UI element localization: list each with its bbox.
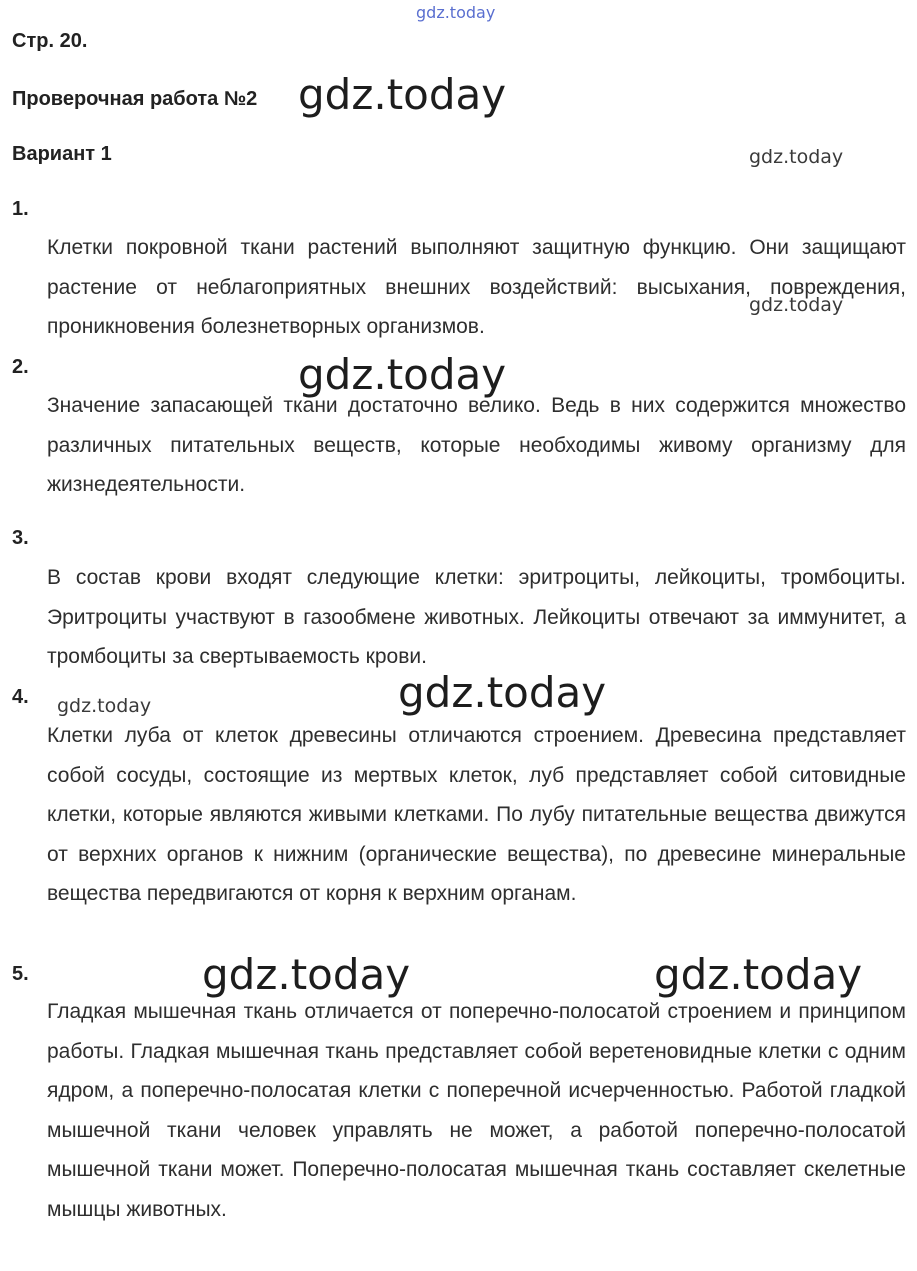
answer-text-1: Клетки покровной ткани растений выполняют защитную функцию. Они защищают растение от неблагоприятных внешних воздействий: высыхания, повреждения, проникновения болезнетворных организмов.	[47, 236, 906, 338]
answer-number-3: 3.	[12, 527, 29, 549]
answer-number-5: 5.	[12, 963, 29, 985]
answer-number-1: 1.	[12, 198, 29, 220]
watermark-small-1: gdz.today	[749, 146, 844, 168]
answer-number-4: 4.	[12, 686, 29, 708]
watermark-small-3: gdz.today	[57, 695, 152, 717]
watermark-large-1: gdz.today	[298, 70, 507, 119]
answer-number-2: 2.	[12, 356, 29, 378]
watermark-large-2: gdz.today	[298, 350, 507, 399]
answer-text-4: Клетки луба от клеток древесины отличаются строением. Древесина представляет собой сосуды, состоящие из мертвых клеток, луб представляет собой ситовидные клетки, которые являются живыми клетками. По лубу питательные вещества движутся от верхних органов к нижним (органические вещества), по древесине минеральные вещества передвигаются от корня к верхним органам.	[47, 724, 906, 905]
watermark-top: gdz.today	[416, 3, 496, 22]
watermark-large-3: gdz.today	[398, 668, 607, 717]
page-number-heading: Стр. 20.	[12, 30, 88, 52]
variant-title: Вариант 1	[12, 143, 112, 165]
answer-text-5: Гладкая мышечная ткань отличается от поперечно-полосатой строением и принципом работы. Гладкая мышечная ткань представляет собой веретеновидные клетки с одним ядром, а поперечно-полосатая клетки с поперечной исчерченностью. Работой гладкой мышечной ткани человек управлять не может, а работой поперечно-полосатой мышечной ткани может. Поперечно-полосатая мышечная ткань составляет скелетные мышцы животных.	[47, 1000, 906, 1221]
section-title: Проверочная работа №2	[12, 88, 258, 110]
answer-text-2: Значение запасающей ткани достаточно велико. Ведь в них содержится множество различных питательных веществ, которые необходимы живому организму для жизнедеятельности.	[47, 394, 906, 496]
watermark-small-2: gdz.today	[749, 294, 844, 316]
watermark-large-4: gdz.today	[202, 950, 411, 999]
watermark-large-5: gdz.today	[654, 950, 863, 999]
answer-text-3: В состав крови входят следующие клетки: эритроциты, лейкоциты, тромбоциты. Эритроциты участвуют в газообмене животных. Лейкоциты отвечают за иммунитет, а тромбоциты за свертываемость крови.	[47, 566, 906, 668]
